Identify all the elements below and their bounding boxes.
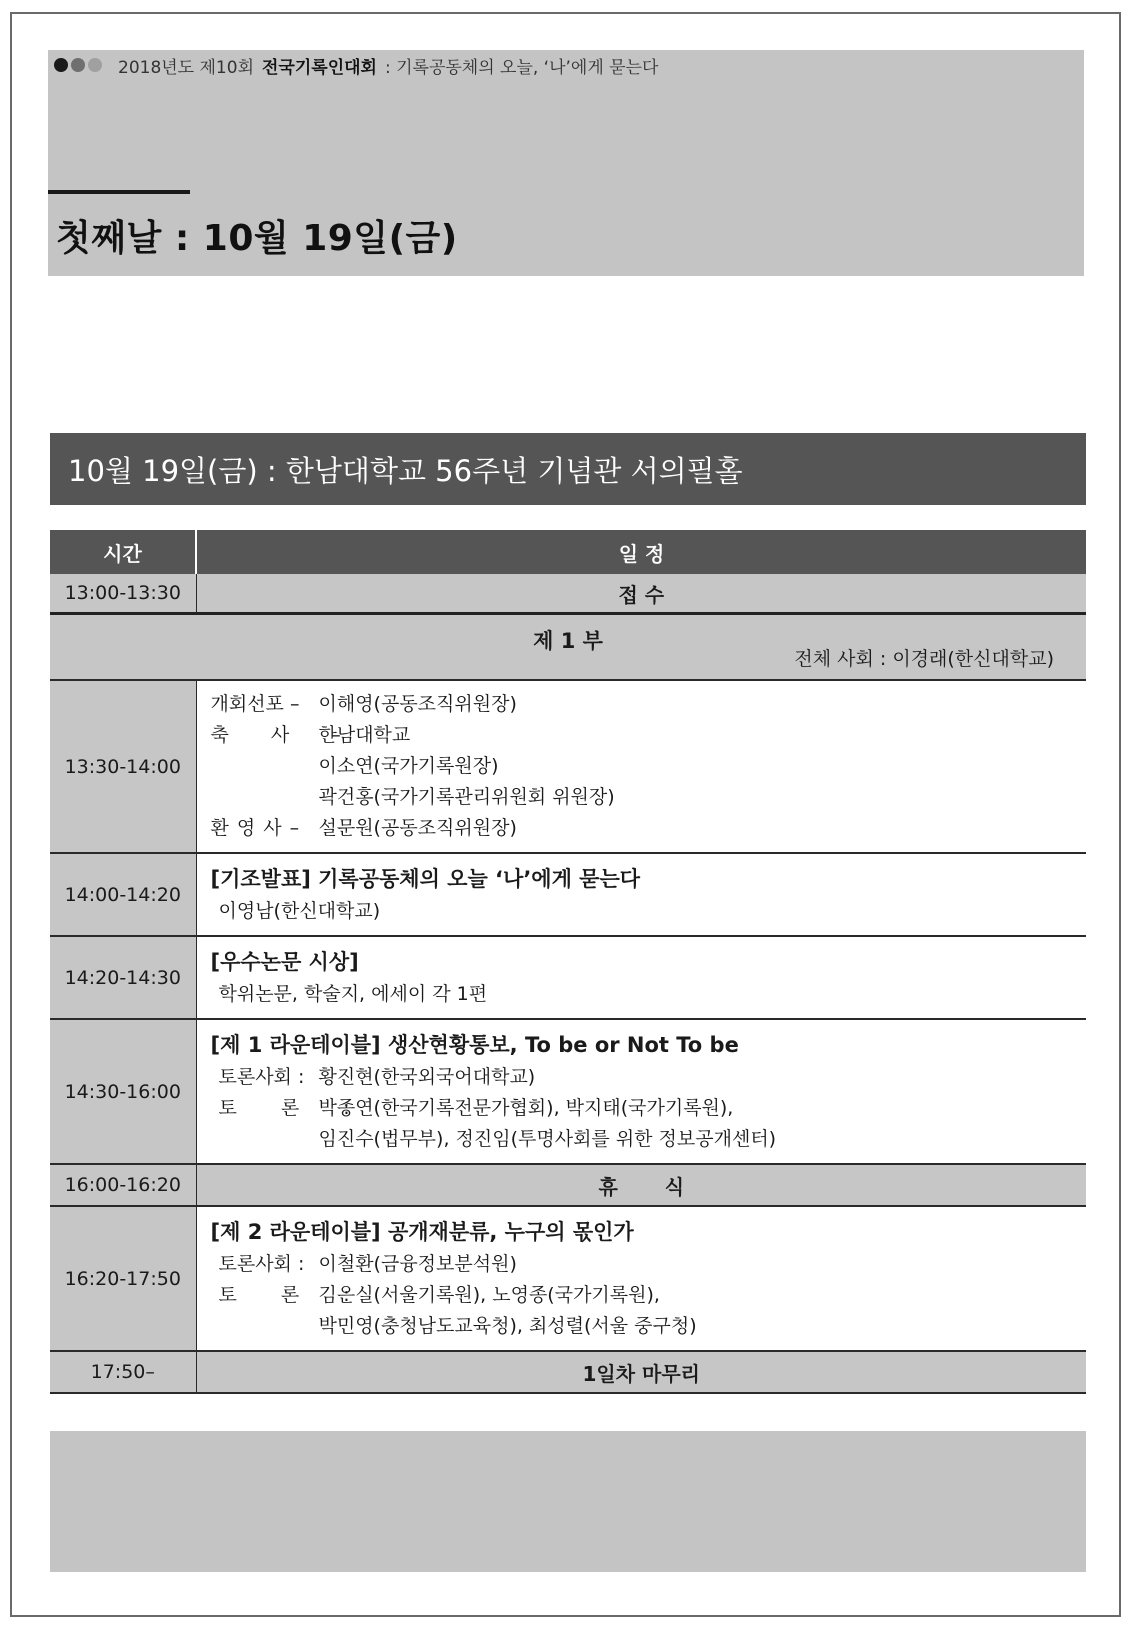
time-cell: 14:30-16:00 xyxy=(50,1019,196,1164)
bullet-dots-icon xyxy=(54,58,102,72)
header-time: 시간 xyxy=(50,530,196,574)
part1-title: 제 1 부 xyxy=(533,629,603,653)
award-program xyxy=(196,936,1086,1019)
discussant-label: 토 론 : xyxy=(218,1284,350,1306)
time-cell: 14:20-14:30 xyxy=(50,936,196,1019)
congrats-name-3: 곽건홍(국가기록관리위원회 위원장) xyxy=(318,786,615,808)
running-header-event: 전국기록인대회 xyxy=(262,57,377,78)
table-row-opening xyxy=(50,680,1086,853)
table-row-keynote xyxy=(50,853,1086,936)
time-cell: 13:30-14:00 xyxy=(50,680,196,853)
closing-label: 1일차 마무리 xyxy=(196,1351,1086,1393)
table-row-roundtable-1 xyxy=(50,1019,1086,1164)
header-program: 일 정 xyxy=(196,530,1086,574)
table-row-roundtable-2 xyxy=(50,1206,1086,1351)
roundtable-1-title: [제 1 라운테이블] 생산현황통보, To be or Not To be xyxy=(210,1033,739,1057)
running-header-prefix: 2018년도 제10회 xyxy=(118,57,254,78)
welcome-name: 설문원(공동조직위원장) xyxy=(318,817,517,839)
keynote-program xyxy=(196,853,1086,936)
roundtable-2-program xyxy=(196,1206,1086,1351)
roundtable-1-program xyxy=(196,1019,1086,1164)
running-header xyxy=(54,50,658,80)
table-row-reception xyxy=(50,574,1086,614)
time-cell: 17:50– xyxy=(50,1351,196,1393)
break-label: 휴 식 xyxy=(196,1164,1086,1206)
congrats-name-1: 한남대학교 xyxy=(318,724,411,746)
keynote-title: [기조발표] 기록공동체의 오늘 ‘나’에게 묻는다 xyxy=(210,867,641,891)
reception-label: 접 수 xyxy=(196,574,1086,614)
time-cell: 16:20-17:50 xyxy=(50,1206,196,1351)
discussant-label: 토 론 : xyxy=(218,1097,350,1119)
roundtable-2-title: [제 2 라운테이블] 공개재분류, 누구의 몫인가 xyxy=(210,1220,634,1244)
title-rule xyxy=(48,190,190,194)
moderator-label: 토론사회 : xyxy=(218,1066,305,1088)
time-cell: 14:00-14:20 xyxy=(50,853,196,936)
congrats-name-2: 이소연(국가기록원장) xyxy=(318,755,499,777)
opening-declaration-label: 개회선포 – xyxy=(210,693,300,715)
time-cell: 16:00-16:20 xyxy=(50,1164,196,1206)
moderator-name: 이철환(금융정보분석원) xyxy=(318,1253,517,1275)
footer-band xyxy=(50,1431,1086,1572)
schedule-table xyxy=(50,530,1086,1394)
award-detail: 학위논문, 학술지, 에세이 각 1편 xyxy=(218,983,488,1005)
congrats-label: 축 사 – xyxy=(210,724,341,746)
opening-program xyxy=(196,680,1086,853)
venue-bar: 10월 19일(금) : 한남대학교 56주년 기념관 서의필홀 xyxy=(50,433,1086,505)
table-row-part1 xyxy=(50,614,1086,681)
opening-declaration-name: 이해영(공동조직위원장) xyxy=(318,693,517,715)
table-row-closing xyxy=(50,1351,1086,1393)
keynote-speaker: 이영남(한신대학교) xyxy=(218,900,381,922)
table-row-award xyxy=(50,936,1086,1019)
table-header-row xyxy=(50,530,1086,574)
discussants-line-2: 임진수(법무부), 정진임(투명사회를 위한 정보공개센터) xyxy=(318,1128,777,1150)
moderator-name: 황진현(한국외국어대학교) xyxy=(318,1066,536,1088)
moderator-label: 토론사회 : xyxy=(218,1253,305,1275)
day-title: 첫째날 : 10월 19일(금) xyxy=(56,218,458,259)
time-cell: 13:00-13:30 xyxy=(50,574,196,614)
part1-cell xyxy=(50,614,1086,681)
part1-mc: 전체 사회 : 이경래(한신대학교) xyxy=(794,648,1054,670)
discussants-line-1: 박종연(한국기록전문가협회), 박지태(국가기록원), xyxy=(318,1097,734,1119)
discussants-line-2: 박민영(충청남도교육청), 최성렬(서울 중구청) xyxy=(318,1315,697,1337)
running-header-theme: : 기록공동체의 오늘, ‘나’에게 묻는다 xyxy=(384,57,659,78)
discussants-line-1: 김은실(서울기록원), 노영종(국가기록원), xyxy=(318,1284,660,1306)
award-title: [우수논문 시상] xyxy=(210,950,359,974)
welcome-label: 환 영 사 – xyxy=(210,817,300,839)
table-row-break xyxy=(50,1164,1086,1206)
